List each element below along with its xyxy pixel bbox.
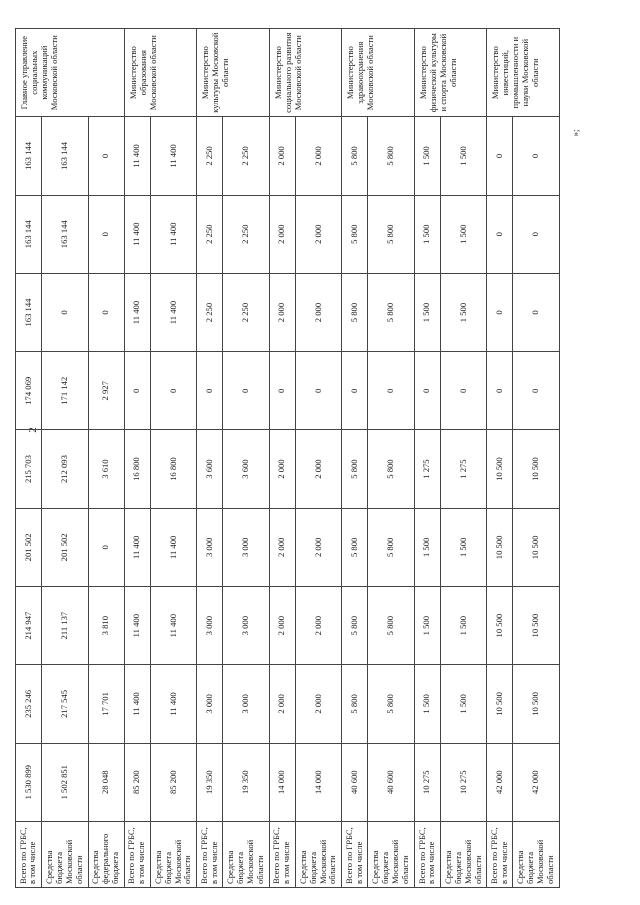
table-cell: 1 500 xyxy=(440,665,487,743)
table-cell: 2 000 xyxy=(269,665,295,743)
table-cell: 10 500 xyxy=(513,587,560,665)
table-cell: 11 400 xyxy=(124,117,150,195)
table-cell: 0 xyxy=(269,352,295,430)
row-label: Всего по ГРБС, в том числе xyxy=(197,821,223,887)
table-cell: 2 000 xyxy=(269,430,295,508)
table-cell: 3 610 xyxy=(88,430,124,508)
table-cell: 3 000 xyxy=(197,587,223,665)
agency-cell: Министерство культуры Московской области xyxy=(197,29,270,117)
table-row xyxy=(513,29,560,888)
table-cell: 1 275 xyxy=(440,430,487,508)
table-cell: 3 000 xyxy=(223,587,270,665)
row-label: Средства бюджета Московской области xyxy=(368,821,415,887)
table-cell: 10 500 xyxy=(487,587,513,665)
page-number: 2 xyxy=(26,427,39,433)
table-cell: 11 400 xyxy=(150,665,197,743)
table-cell: 1 500 xyxy=(440,508,487,586)
table-cell: 11 400 xyxy=(150,117,197,195)
agency-cell: Министерство образования Московской области xyxy=(124,29,197,117)
table-cell: 2 000 xyxy=(269,195,295,273)
table-cell: 10 275 xyxy=(414,743,440,821)
table-cell: 5 800 xyxy=(342,587,368,665)
table-cell: 1 500 xyxy=(414,117,440,195)
table-cell: 5 800 xyxy=(368,430,415,508)
table-cell: 5 800 xyxy=(342,273,368,351)
table-cell: 2 250 xyxy=(223,195,270,273)
table-cell: 10 500 xyxy=(487,508,513,586)
table-cell: 212 093 xyxy=(41,430,88,508)
table-cell: 0 xyxy=(150,352,197,430)
table-cell: 0 xyxy=(513,273,560,351)
table-cell: 2 250 xyxy=(223,273,270,351)
table-cell: 14 000 xyxy=(269,743,295,821)
table-cell: 5 800 xyxy=(368,508,415,586)
table-cell: 10 500 xyxy=(513,508,560,586)
table-cell: 0 xyxy=(487,195,513,273)
table-cell: 11 400 xyxy=(124,665,150,743)
table-cell: 11 400 xyxy=(124,195,150,273)
table-cell: 40 600 xyxy=(342,743,368,821)
table-cell: 5 800 xyxy=(368,195,415,273)
table-cell: 85 200 xyxy=(150,743,197,821)
table-cell: 2 000 xyxy=(295,508,342,586)
table-cell: 1 500 xyxy=(440,273,487,351)
table-cell: 2 250 xyxy=(223,117,270,195)
table-cell: 1 530 899 xyxy=(16,743,42,821)
table-cell: 201 502 xyxy=(41,508,88,586)
table-cell: 0 xyxy=(513,352,560,430)
table-cell: 5 800 xyxy=(368,117,415,195)
table-cell: 211 137 xyxy=(41,587,88,665)
table-row xyxy=(487,29,513,888)
row-label: Средства бюджета Московской области xyxy=(223,821,270,887)
table-cell: 17 701 xyxy=(88,665,124,743)
table-cell: 214 947 xyxy=(16,587,42,665)
table-row xyxy=(124,29,150,888)
table-cell: 5 800 xyxy=(342,117,368,195)
table-body xyxy=(16,29,560,888)
table-row xyxy=(223,29,270,888)
table-cell: 11 400 xyxy=(124,587,150,665)
table-cell: 2 250 xyxy=(197,195,223,273)
table-cell: 10 500 xyxy=(513,430,560,508)
table-cell: 0 xyxy=(295,352,342,430)
table-cell: 11 400 xyxy=(150,508,197,586)
table-cell: 2 000 xyxy=(295,273,342,351)
table-cell: 11 400 xyxy=(124,508,150,586)
table-cell: 0 xyxy=(88,273,124,351)
agency-cell: Министерство социального развития Московской области xyxy=(269,29,342,117)
table-cell: 2 000 xyxy=(269,273,295,351)
table-cell: 19 350 xyxy=(223,743,270,821)
table-row xyxy=(414,29,440,888)
row-label: Всего по ГРБС, в том числе xyxy=(342,821,368,887)
table-row xyxy=(342,29,368,888)
table-cell: 85 200 xyxy=(124,743,150,821)
table-cell: 5 800 xyxy=(342,430,368,508)
table-cell: 1 500 xyxy=(440,587,487,665)
table-cell: 215 703 xyxy=(16,430,42,508)
row-label: Средства бюджета Московской области xyxy=(150,821,197,887)
table-row xyxy=(269,29,295,888)
table-cell: 2 250 xyxy=(197,273,223,351)
table-cell: 2 000 xyxy=(295,430,342,508)
agency-cell: Министерство инвестиций, промышленности и науки Московской области xyxy=(487,29,560,117)
table-cell: 40 600 xyxy=(368,743,415,821)
table-cell: 235 246 xyxy=(16,665,42,743)
row-label: Всего по ГРБС, в том числе xyxy=(124,821,150,887)
table-cell: 2 000 xyxy=(295,587,342,665)
table-cell: 42 000 xyxy=(487,743,513,821)
table-cell: 28 048 xyxy=(88,743,124,821)
table-cell: 163 144 xyxy=(16,117,42,195)
row-label: Всего по ГРБС, в том числе xyxy=(16,821,42,887)
table-cell: 1 500 xyxy=(440,195,487,273)
table-cell: 0 xyxy=(440,352,487,430)
agency-cell: Министерство физической культуры и спорта Московской области xyxy=(414,29,487,117)
table-cell: 0 xyxy=(368,352,415,430)
table-row xyxy=(41,29,88,888)
row-label: Средства бюджета Московской области xyxy=(41,821,88,887)
budget-table-container xyxy=(15,28,560,888)
table-row xyxy=(197,29,223,888)
table-cell: 163 144 xyxy=(41,117,88,195)
table-cell: 0 xyxy=(88,117,124,195)
table-cell: 1 502 851 xyxy=(41,743,88,821)
table-cell: 1 500 xyxy=(440,117,487,195)
table-cell: 5 800 xyxy=(342,665,368,743)
table-cell: 0 xyxy=(88,508,124,586)
row-label: Средства федерального бюджета xyxy=(88,821,124,887)
table-cell: 0 xyxy=(487,352,513,430)
row-label: Средства бюджета Московской области xyxy=(440,821,487,887)
table-cell: 201 502 xyxy=(16,508,42,586)
table-cell: 0 xyxy=(41,273,88,351)
table-cell: 0 xyxy=(197,352,223,430)
table-cell: 5 800 xyxy=(368,273,415,351)
table-cell: 2 000 xyxy=(295,117,342,195)
table-cell: 16 800 xyxy=(150,430,197,508)
table-cell: 10 500 xyxy=(513,665,560,743)
table-row xyxy=(16,29,42,888)
table-cell: 217 545 xyxy=(41,665,88,743)
table-row xyxy=(150,29,197,888)
table-cell: 1 500 xyxy=(414,508,440,586)
table-cell: 163 144 xyxy=(41,195,88,273)
table-cell: 11 400 xyxy=(150,587,197,665)
table-cell: 0 xyxy=(342,352,368,430)
table-cell: 0 xyxy=(223,352,270,430)
table-cell: 5 800 xyxy=(342,508,368,586)
table-cell: 0 xyxy=(88,195,124,273)
table-cell: 2 250 xyxy=(197,117,223,195)
table-cell: 2 000 xyxy=(295,195,342,273)
table-cell: 3 000 xyxy=(197,665,223,743)
table-cell: 3 600 xyxy=(197,430,223,508)
table-cell: 1 500 xyxy=(414,665,440,743)
table-cell: 10 275 xyxy=(440,743,487,821)
row-label: Всего по ГРБС, в том числе xyxy=(269,821,295,887)
row-label: Всего по ГРБС, в том числе xyxy=(414,821,440,887)
table-cell: 11 400 xyxy=(150,195,197,273)
table-cell: 14 000 xyxy=(295,743,342,821)
table-cell: 3 600 xyxy=(223,430,270,508)
table-cell: 11 400 xyxy=(124,273,150,351)
footer-mark: »; xyxy=(570,129,581,137)
table-cell: 2 000 xyxy=(269,587,295,665)
table-cell: 0 xyxy=(513,117,560,195)
table-cell: 3 000 xyxy=(223,665,270,743)
row-label: Средства бюджета Московской области xyxy=(295,821,342,887)
table-row xyxy=(295,29,342,888)
table-cell: 163 144 xyxy=(16,273,42,351)
table-row xyxy=(440,29,487,888)
table-cell: 2 927 xyxy=(88,352,124,430)
table-cell: 163 144 xyxy=(16,195,42,273)
table-cell: 11 400 xyxy=(150,273,197,351)
table-cell: 0 xyxy=(513,195,560,273)
table-cell: 3 000 xyxy=(223,508,270,586)
table-cell: 3 810 xyxy=(88,587,124,665)
table-cell: 1 500 xyxy=(414,587,440,665)
table-cell: 2 000 xyxy=(269,117,295,195)
table-cell: 5 800 xyxy=(368,665,415,743)
table-cell: 42 000 xyxy=(513,743,560,821)
table-cell: 1 275 xyxy=(414,430,440,508)
table-row xyxy=(368,29,415,888)
table-row xyxy=(88,29,124,888)
table-cell: 19 350 xyxy=(197,743,223,821)
table-cell: 3 000 xyxy=(197,508,223,586)
table-cell: 5 800 xyxy=(368,587,415,665)
table-cell: 2 000 xyxy=(295,665,342,743)
agency-cell: Министерство здравоохранения Московской области xyxy=(342,29,415,117)
table-cell: 10 500 xyxy=(487,430,513,508)
table-cell: 1 500 xyxy=(414,195,440,273)
table-cell: 1 500 xyxy=(414,273,440,351)
table-cell: 5 800 xyxy=(342,195,368,273)
agency-cell: Главное управление социальных коммуникаций Московской области xyxy=(16,29,125,117)
table-cell: 174 069 xyxy=(16,352,42,430)
table-cell: 16 800 xyxy=(124,430,150,508)
table-cell: 0 xyxy=(487,117,513,195)
table-cell: 171 142 xyxy=(41,352,88,430)
table-cell: 0 xyxy=(124,352,150,430)
table-cell: 0 xyxy=(487,273,513,351)
table-cell: 2 000 xyxy=(269,508,295,586)
row-label: Средства бюджета Московской области xyxy=(513,821,560,887)
table-cell: 0 xyxy=(414,352,440,430)
row-label: Всего по ГРБС, в том числе xyxy=(487,821,513,887)
table-cell: 10 500 xyxy=(487,665,513,743)
budget-table xyxy=(15,28,560,888)
